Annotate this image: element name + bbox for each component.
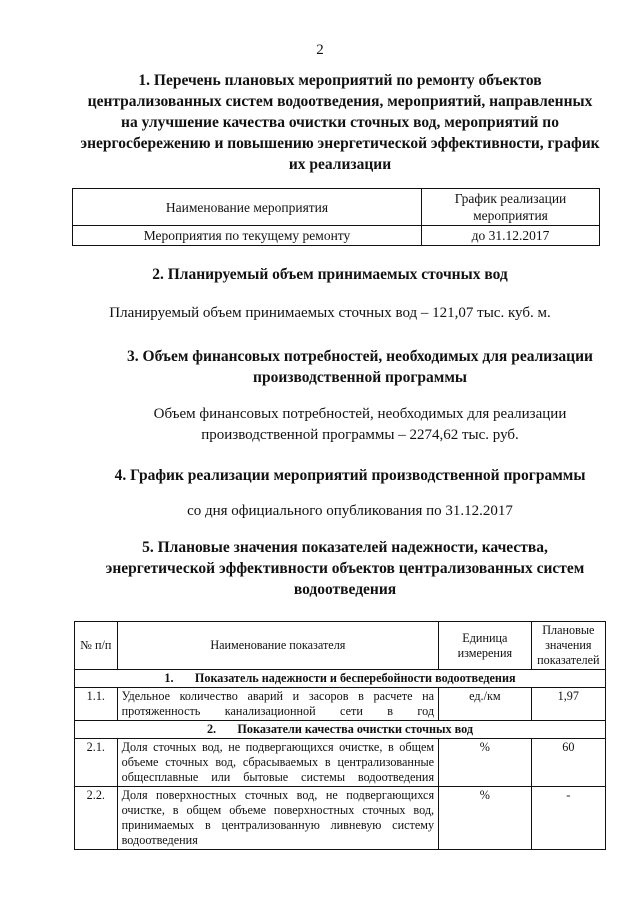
header-schedule: График реализации мероприятия (422, 189, 600, 226)
row-unit: % (439, 787, 532, 850)
row-value: 60 (531, 739, 605, 787)
header-unit: Единица измерения (439, 622, 532, 670)
schedule-cell: до 31.12.2017 (422, 226, 600, 246)
row-indicator-name: Доля поверхностных сточных вод, не подвергающихся очистке, в общем объеме поверхностных сточных вод, принимаемых в централизованную ливневую систему водоотведения (117, 787, 438, 850)
section5-title: 5. Плановые значения показателей надежности, качества, энергетической эффективности объектов централизованных систем водоотведения (105, 539, 585, 598)
row-number: 2.1. (75, 739, 118, 787)
table-header-row (73, 189, 600, 226)
table-row (75, 688, 606, 721)
row-unit: ед./км (439, 688, 532, 721)
row-indicator-name: Доля сточных вод, не подвергающихся очистке, в общем объеме сточных вод, сбрасываемых в централизованные общесплавные или бытовые системы водоотведения (117, 739, 438, 787)
section3-title: 3. Объем финансовых потребностей, необходимых для реализации производственной программы (127, 348, 593, 386)
header-planned-value: Плановые значения показателей (531, 622, 605, 670)
activities-table (72, 188, 600, 246)
row-indicator-name: Удельное количество аварий и засоров в расчете на протяженность канализационной сети в год (117, 688, 438, 721)
row-number: 2.2. (75, 787, 118, 850)
header-activity-name: Наименование мероприятия (73, 189, 422, 226)
section4-text: со дня официального опубликования по 31.12.2017 (187, 503, 513, 519)
group-title: Показатель надежности и бесперебойности водоотведения (194, 671, 516, 685)
row-value: - (531, 787, 605, 850)
table-row (75, 787, 606, 850)
group-number: 1. (164, 671, 174, 685)
section2-text: Планируемый объем принимаемых сточных вод – 121,07 тыс. куб. м. (109, 305, 551, 321)
header-number: № п/п (75, 622, 118, 670)
row-value: 1,97 (531, 688, 605, 721)
section3-text: Объем финансовых потребностей, необходимых для реализации производственной программы – 2274,62 тыс. руб. (153, 406, 567, 443)
section-row (75, 670, 606, 688)
group-2-heading (75, 721, 606, 739)
row-unit: % (439, 739, 532, 787)
activity-name-cell: Мероприятия по текущему ремонту (73, 226, 422, 246)
indicators-table (74, 621, 606, 850)
header-indicator-name: Наименование показателя (117, 622, 438, 670)
table-row (75, 739, 606, 787)
group-1-heading (75, 670, 606, 688)
section1-title: 1. Перечень плановых мероприятий по ремонту объектов централизованных систем водоотведения, мероприятий, направленных на улучшение качества очистки сточных вод, мероприятий по энергосбережению и повышению энергетической эффективности, график их реализации (80, 72, 600, 173)
table-row (73, 226, 600, 246)
group-number: 2. (206, 722, 217, 736)
section-row (75, 721, 606, 739)
section4-title: 4. График реализации мероприятий производственной программы (114, 467, 586, 484)
group-title: Показатели качества очистки сточных вод (237, 722, 474, 736)
section2-title: 2. Планируемый объем принимаемых сточных вод (152, 266, 508, 283)
table-header-row (75, 622, 606, 670)
page-number: 2 (316, 42, 324, 58)
row-number: 1.1. (75, 688, 118, 721)
